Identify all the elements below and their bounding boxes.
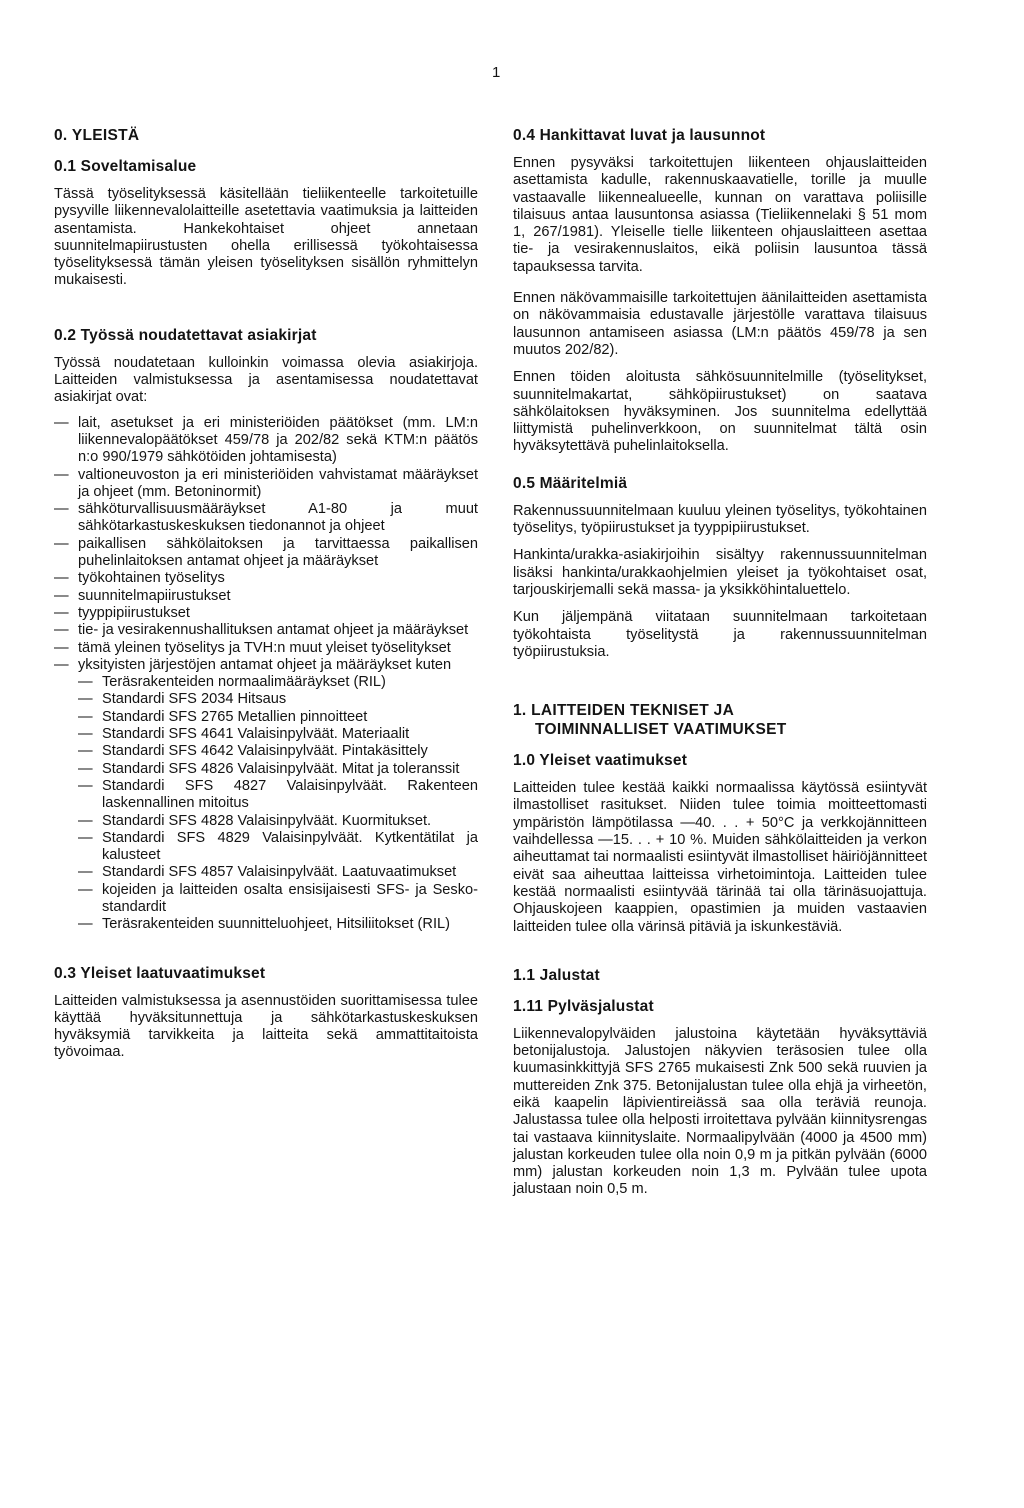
- section-0-1-title: 0.1 Soveltamisalue: [54, 158, 197, 175]
- section-0-4-p3: Ennen töiden aloitusta sähkösuunnitelmille (työselitykset, suunnitelmakartat, sähköpiirustukset) on saatava sähkölaitoksen hyväksyminen. Jos suunnitelma edellyttää liittymistä puhelinverkkoon, on suunnitelmat tältä osin hyväksytettävä puhelinlaitoksella.: [513, 369, 927, 455]
- section-0-5-p1: Rakennussuunnitelmaan kuuluu yleinen työselitys, työkohtainen työselitys, työpiirustukset ja tyyppipiirustukset.: [513, 502, 927, 537]
- sublist-item: — kojeiden ja laitteiden osalta ensisijaisesti SFS- ja Sesko-standardit: [78, 881, 478, 915]
- sublist-item: — Teräsrakenteiden suunnitteluohjeet, Hitsiliitokset (RIL): [78, 916, 450, 933]
- section-1-11-text: Liikennevalopylväiden jalustoina käytetään hyväksyttäviä betonijalustoja. Jalustojen näkyvien teräsosien tulee olla kuumasinkkittyjä SFS 2765 mukaisesti Znk 500 sekä ruuvien ja muttereiden Znk 375. Betonijalustan tulee olla ehjä ja virheetön, eikä kaapelin läpivientireiässä saa olla teräviä reunoja. Jalustassa tulee olla helposti irroitettava pylvään kiinnitysrengas tai vastaava kiinnityslaite. Normaalipylvään (4000 ja 4500 mm) jalustan korkeuden tulee olla noin 0,9 m ja pitkän pylvään (6000 mm) jalustan korkeuden noin 1,3 m. Pylvään tulee upota jalustaan noin 0,5 m.: [513, 1025, 927, 1198]
- section-0-4-p1: Ennen pysyväksi tarkoitettujen liikenteen ohjauslaitteiden asettamista kadulle, rakennuskaavatielle, torille ja muulle vastaavalle liikennealueelle, kunnan on varattava poliisille tilaisuus antaa lausuntonsa asiassa (Tieliikennelaki § 51 mom 1, 267/1981). Yleiselle tielle liikenteen ohjauslaitteen asettaa tie- ja vesirakennuslaitos, eikä poliisin lausuntoa tässä tapauksessa tarvita.: [513, 155, 927, 275]
- section-1-1-title: 1.1 Jalustat: [513, 966, 600, 984]
- list-item: — valtioneuvoston ja eri ministeriöiden vahvistamat määräykset ja ohjeet (mm. Betoninormit): [54, 466, 478, 500]
- sublist-item: — Standardi SFS 4642 Valaisinpylväät. Pintakäsittely: [78, 743, 428, 760]
- sublist-item: — Standardi SFS 4828 Valaisinpylväät. Kuormitukset.: [78, 812, 432, 829]
- list-item: — sähköturvallisuusmääräykset A1-80 ja muut sähkötarkastuskeskuksen tiedonannot ja ohjeet: [54, 501, 478, 535]
- sublist-item: — Standardi SFS 2765 Metallien pinnoitteet: [78, 708, 368, 725]
- sublist-item: — Standardi SFS 4857 Valaisinpylväät. Laatuvaatimukset: [78, 864, 457, 881]
- section-1-0-title: 1.0 Yleiset vaatimukset: [513, 752, 688, 770]
- list-item: — tämä yleinen työselitys ja TVH:n muut yleiset työselitykset: [54, 639, 451, 656]
- list-item: — työkohtainen työselitys: [54, 570, 225, 587]
- list-item: — yksityisten järjestöjen antamat ohjeet ja määräykset kuten — Teräsrakenteiden normaalimääräykset (RIL) — Standardi SFS 2034 Hitsaus — Standardi SFS 2765 Metallien pinnoitteet — Standardi SFS 4641 Valaisinpylväät. Materiaalit — Standardi SFS 4642 Valaisinpylväät. Pintakäsittely — Standardi SFS 4826 Valaisinpylväät. Mitat ja toleranssit — Standardi SFS 4827 Valaisinpylväät. Rakenteen laskennallinen mitoitus — Standardi SFS 4828 Valaisinpylväät. Kuormitukset. — Standardi SFS 4829 Valaisinpylväät. Kytkentätilat ja kalusteet — Standardi SFS 4857 Valaisinpylväät. Laatuvaatimukset — kojeiden ja laitteiden osalta ensisijaisesti SFS- ja Sesko-standardit — Teräsrakenteiden suunnitteluohjeet, Hitsiliitokset (RIL): [54, 656, 478, 933]
- sublist-item: — Standardi SFS 4826 Valaisinpylväät. Mitat ja toleranssit: [78, 760, 460, 777]
- section-0-4-title: 0.4 Hankittavat luvat ja lausunnot: [513, 127, 766, 144]
- section-0-3-title: 0.3 Yleiset laatuvaatimukset: [54, 964, 266, 982]
- left-column: [54, 126, 478, 1062]
- sublist-item: — Teräsrakenteiden normaalimääräykset (RIL): [78, 674, 386, 691]
- right-column: [513, 126, 927, 1199]
- list-item: — paikallisen sähkölaitoksen ja tarvittaessa paikallisen puhelinlaitoksen antamat ohjeet ja määräykset: [54, 535, 478, 570]
- list-item: — tie- ja vesirakennushallituksen antamat ohjeet ja määräykset: [54, 622, 469, 639]
- list-item: — suunnitelmapiirustukset: [54, 587, 231, 604]
- sublist-item: — Standardi SFS 4827 Valaisinpylväät. Rakenteen laskennallinen mitoitus: [78, 777, 478, 812]
- section-0-2-title: 0.2 Työssä noudatettavat asiakirjat: [54, 326, 317, 344]
- list-item: — lait, asetukset ja eri ministeriöiden päätökset (mm. LM:n liikennevalopäätökset 459/78 ja 202/82 sekä KTM:n päätös n:o 990/1979 sähkötöiden johtamisesta): [54, 414, 478, 466]
- section-0-5-p2: Hankinta/urakka-asiakirjoihin sisältyy rakennussuunnitelman lisäksi hankinta/urakkaohjelmien yleiset ja työkohtaiset osat, tarjouskirjemalli sekä massa- ja yksikköhintaluettelo.: [513, 547, 927, 598]
- section-0-3-text: Laitteiden valmistuksessa ja asennustöiden suorittamisessa tulee käyttää hyväksitunnettuja ja sähkötarkastuskeskuksen hyväksymiä tarvikkeita ja laitteita sekä ammattitaitoista työvoimaa.: [54, 992, 478, 1061]
- section-0-4-p2: Ennen näkövammaisille tarkoitettujen äänilaitteiden asettamista on näkövammaisia edustavalle järjestölle varattava tilaisuus lausunnon antamiseen asiassa (LM:n päätös 459/78 ja sen muutos 202/82).: [513, 290, 927, 358]
- section-0-1-text: Tässä työselityksessä käsitellään tieliikenteelle tarkoitetuille pysyville liikennevalolaitteille asetettavia vaatimuksia ja laitteiden asentamista. Hankekohtaiset ohjeet annetaan suunnitelmapiirustusten ohella erillisessä työkohtaisessa työselityksessä tämän yleisen työselityksen sisällön ryhmittelyn mukaisesti.: [54, 186, 478, 289]
- standards-sublist: [78, 674, 478, 933]
- sublist-item: — Standardi SFS 4641 Valaisinpylväät. Materiaalit: [78, 726, 410, 743]
- section-0-2-intro: Työssä noudatetaan kulloinkin voimassa olevia asiakirjoja. Laitteiden valmistuksessa ja asentamisessa noudatettavat asiakirjat ovat:: [54, 354, 478, 406]
- section-0-5-p3: Kun jäljempänä viitataan suunnitelmaan tarkoitetaan työkohtaista työselitystä ja rakennussuunnitelman työpiirustuksia.: [513, 609, 927, 660]
- page-number: 1: [492, 64, 501, 81]
- section-1-0-text: Laitteiden tulee kestää kaikki normaalissa käytössä esiintyvät ilmastolliset rasitukset. Niiden tulee toimia moitteettomasti ympäristön lämpötilassa —40. . . + 50°C ja verkkojännitteen vaihdellessa —15. . . + 10 %. Muiden sähkölaitteiden ja verkon aiheuttamat tai normaalisti esiintyvät ilmastolliset häiriöjännitteet eivät saa aiheuttaa laitteissa virhetoimintoja. Laitteiden tulee kestää normaalisti esiintyvää tärinää tai olla tärinäsuojattuja. Ohjauskojeen kaappien, opastimien ja muiden vastaavien laitteiden tulee olla värinsä pitäviä ja iskunkestäviä.: [513, 780, 927, 935]
- section-1-11-title: 1.11 Pylväsjalustat: [513, 997, 654, 1015]
- document-list: [54, 415, 478, 934]
- section-1-title: 1. LAITTEIDEN TEKNISET JA TOIMINNALLISET VAATIMUKSET: [513, 702, 787, 739]
- sublist-item: — Standardi SFS 4829 Valaisinpylväät. Kytkentätilat ja kalusteet: [78, 829, 478, 864]
- section-0-5-title: 0.5 Määritelmiä: [513, 474, 628, 492]
- list-item: — tyyppipiirustukset: [54, 604, 190, 621]
- sublist-item: — Standardi SFS 2034 Hitsaus: [78, 691, 287, 708]
- heading-yleista: 0. YLEISTÄ: [54, 127, 140, 144]
